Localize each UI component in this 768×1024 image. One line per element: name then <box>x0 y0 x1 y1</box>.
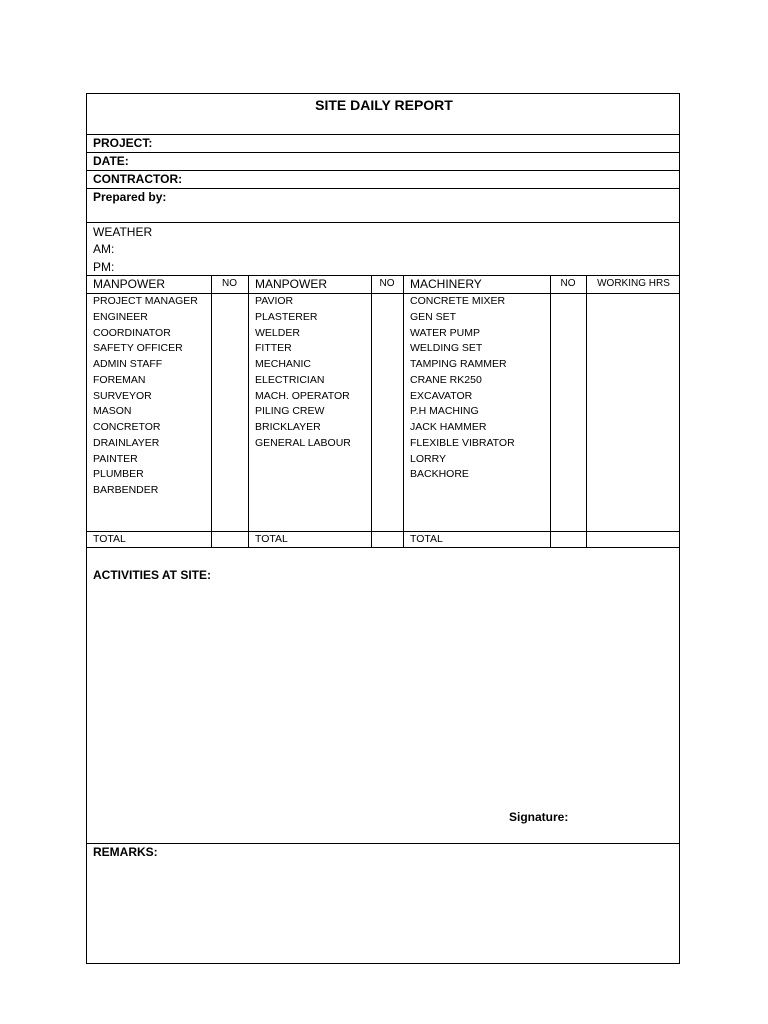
list-item: MECHANIC <box>255 358 312 370</box>
divider <box>87 188 679 189</box>
manpower-2-header: MANPOWER <box>255 277 327 291</box>
site-daily-report-form <box>86 93 680 964</box>
list-item: FITTER <box>255 342 292 355</box>
list-item: PAINTER <box>93 452 138 465</box>
no-3-header: NO <box>560 278 576 289</box>
list-item: ENGINEER <box>93 310 148 323</box>
activities-label: ACTIVITIES AT SITE: <box>93 568 212 582</box>
list-item: FOREMAN <box>93 373 146 386</box>
list-item: COORDINATOR <box>93 326 171 339</box>
weather-pm-field[interactable]: PM: <box>93 260 115 274</box>
list-item: EXCAVATOR <box>410 389 473 402</box>
list-item: CONCRETE MIXER <box>410 295 506 307</box>
date-field[interactable]: DATE: <box>93 154 129 168</box>
divider <box>87 275 679 276</box>
remarks-label: REMARKS: <box>93 845 158 859</box>
column-divider <box>371 275 372 547</box>
column-divider <box>248 275 249 547</box>
list-item: CONCRETOR <box>93 421 161 433</box>
total-3-label: TOTAL <box>410 533 443 545</box>
column-divider <box>211 275 212 547</box>
list-item: SURVEYOR <box>93 389 152 402</box>
total-1-label: TOTAL <box>93 533 126 545</box>
manpower-1-header: MANPOWER <box>93 277 165 291</box>
no-2-header: NO <box>379 278 395 289</box>
divider <box>87 170 679 171</box>
list-item: BRICKLAYER <box>255 421 321 433</box>
list-item: ADMIN STAFF <box>93 358 163 370</box>
column-divider <box>586 275 587 547</box>
prepared-by-field[interactable]: Prepared by: <box>93 190 167 204</box>
weather-label: WEATHER <box>93 225 153 239</box>
total-2-label: TOTAL <box>255 533 288 545</box>
list-item: SAFETY OFFICER <box>93 342 183 355</box>
list-item: MACH. OPERATOR <box>255 389 350 402</box>
list-item: PAVIOR <box>255 295 294 307</box>
list-item: GENERAL LABOUR <box>255 436 351 449</box>
list-item: CRANE RK250 <box>410 373 482 386</box>
list-item: FLEXIBLE VIBRATOR <box>410 436 515 449</box>
divider <box>87 134 679 135</box>
machinery-header: MACHINERY <box>410 277 482 291</box>
column-divider <box>403 275 404 547</box>
list-item: WATER PUMP <box>410 326 480 339</box>
contractor-field[interactable]: CONTRACTOR: <box>93 172 183 186</box>
list-item: P.H MACHING <box>410 405 479 418</box>
project-field[interactable]: PROJECT: <box>93 136 153 150</box>
list-item: GEN SET <box>410 310 457 323</box>
list-item: LORRY <box>410 452 446 465</box>
list-item: ELECTRICIAN <box>255 373 325 386</box>
report-title: SITE DAILY REPORT <box>315 97 453 113</box>
column-divider <box>550 275 551 547</box>
list-item: BACKHORE <box>410 468 469 481</box>
signature-label: Signature: <box>509 810 569 824</box>
list-item: PLUMBER <box>93 468 144 481</box>
list-item: MASON <box>93 405 132 418</box>
list-item: TAMPING RAMMER <box>410 358 507 370</box>
list-item: JACK HAMMER <box>410 421 487 433</box>
list-item: DRAINLAYER <box>93 436 160 449</box>
divider <box>87 547 679 548</box>
weather-am-field[interactable]: AM: <box>93 242 115 256</box>
list-item: WELDING SET <box>410 342 483 355</box>
list-item: PROJECT MANAGER <box>93 295 198 307</box>
working-hrs-header: WORKING HRS <box>597 278 670 289</box>
divider <box>87 843 679 844</box>
list-item: BARBENDER <box>93 484 159 496</box>
list-item: PILING CREW <box>255 405 325 418</box>
divider <box>87 222 679 223</box>
divider <box>87 531 679 532</box>
divider <box>87 152 679 153</box>
list-item: WELDER <box>255 326 300 339</box>
list-item: PLASTERER <box>255 310 318 323</box>
no-1-header: NO <box>222 278 237 289</box>
